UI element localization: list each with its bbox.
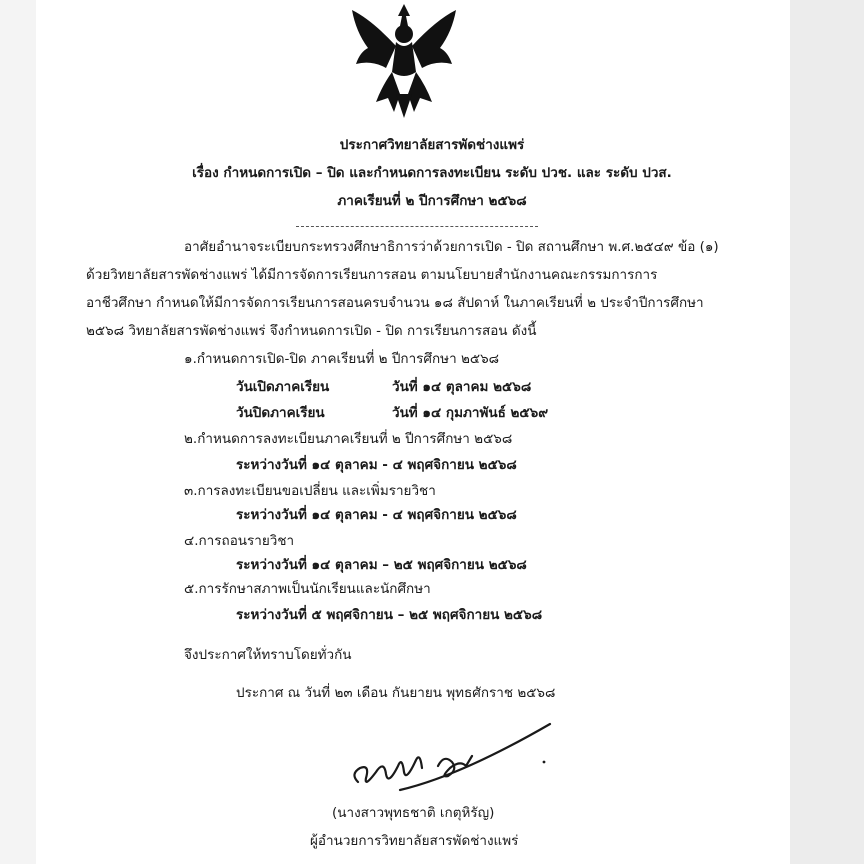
- close-date: วันที่ ๑๔ กุมภาพันธ์ ๒๕๖๙: [392, 405, 549, 421]
- item-2-range: ระหว่างวันที่ ๑๔ ตุลาคม - ๔ พฤศจิกายน ๒๕๖๘: [236, 457, 517, 473]
- item-5-title: ๕.การรักษาสภาพเป็นนักเรียนและนักศึกษา: [184, 581, 431, 597]
- garuda-emblem: [346, 2, 462, 120]
- item-4-range: ระหว่างวันที่ ๑๔ ตุลาคม – ๒๕ พฤศจิกายน ๒๕๖๘: [236, 557, 527, 573]
- item-1-title: ๑.กำหนดการเปิด-ปิด ภาคเรียนที่ ๒ ปีการศึกษา ๒๕๖๘: [184, 351, 500, 367]
- paragraph-line-4: ๒๕๖๘ วิทยาลัยสารพัดช่างแพร่ จึงกำหนดการเปิด - ปิด การเรียนการสอน ดังนี้: [86, 323, 537, 339]
- announcement-title: ประกาศวิทยาลัยสารพัดช่างแพร่: [339, 137, 525, 153]
- open-label: วันเปิดภาคเรียน: [236, 379, 330, 395]
- signatory-position: ผู้อำนวยการวิทยาลัยสารพัดช่างแพร่: [310, 833, 519, 849]
- paragraph-line-1: อาศัยอำนาจระเบียบกระทรวงศึกษาธิการว่าด้วยการเปิด - ปิด สถานศึกษา พ.ศ.๒๕๔๙ ข้อ (๑): [184, 239, 719, 255]
- item-5-range: ระหว่างวันที่ ๕ พฤศจิกายน – ๒๕ พฤศจิกายน ๒๕๖๘: [236, 607, 543, 623]
- semester-line: ภาคเรียนที่ ๒ ปีการศึกษา ๒๕๖๘: [337, 193, 527, 209]
- item-2-title: ๒.กำหนดการลงทะเบียนภาคเรียนที่ ๒ ปีการศึกษา ๒๕๖๘: [184, 431, 513, 447]
- close-label: วันปิดภาคเรียน: [236, 405, 325, 421]
- signature: [340, 716, 560, 796]
- open-date: วันที่ ๑๔ ตุลาคม ๒๕๖๘: [392, 379, 532, 395]
- signatory-name: (นางสาวพุทธชาติ เกตุหิรัญ): [332, 805, 495, 821]
- announced-date: ประกาศ ณ วันที่ ๒๓ เดือน กันยายน พุทธศักราช ๒๕๖๘: [236, 685, 556, 701]
- header-divider: [296, 226, 538, 227]
- item-3-range: ระหว่างวันที่ ๑๔ ตุลาคม - ๔ พฤศจิกายน ๒๕๖๘: [236, 507, 517, 523]
- item-4-title: ๔.การถอนรายวิชา: [184, 533, 295, 549]
- page-edge: [790, 0, 864, 864]
- closing-line: จึงประกาศให้ทราบโดยทั่วกัน: [184, 647, 352, 663]
- item-3-title: ๓.การลงทะเบียนขอเปลี่ยน และเพิ่มรายวิชา: [184, 483, 436, 499]
- paragraph-line-3: อาชีวศึกษา กำหนดให้มีการจัดการเรียนการสอนครบจำนวน ๑๘ สัปดาห์ ในภาคเรียนที่ ๒ ประจำปีการศึกษา: [86, 295, 704, 311]
- paragraph-line-2: ด้วยวิทยาลัยสารพัดช่างแพร่ ได้มีการจัดการเรียนการสอน ตามนโยบายสำนักงานคณะกรรมการการ: [86, 267, 658, 283]
- subject-line: เรื่อง กำหนดการเปิด – ปิด และกำหนดการลงทะเบียน ระดับ ปวช. และ ระดับ ปวส.: [192, 165, 672, 181]
